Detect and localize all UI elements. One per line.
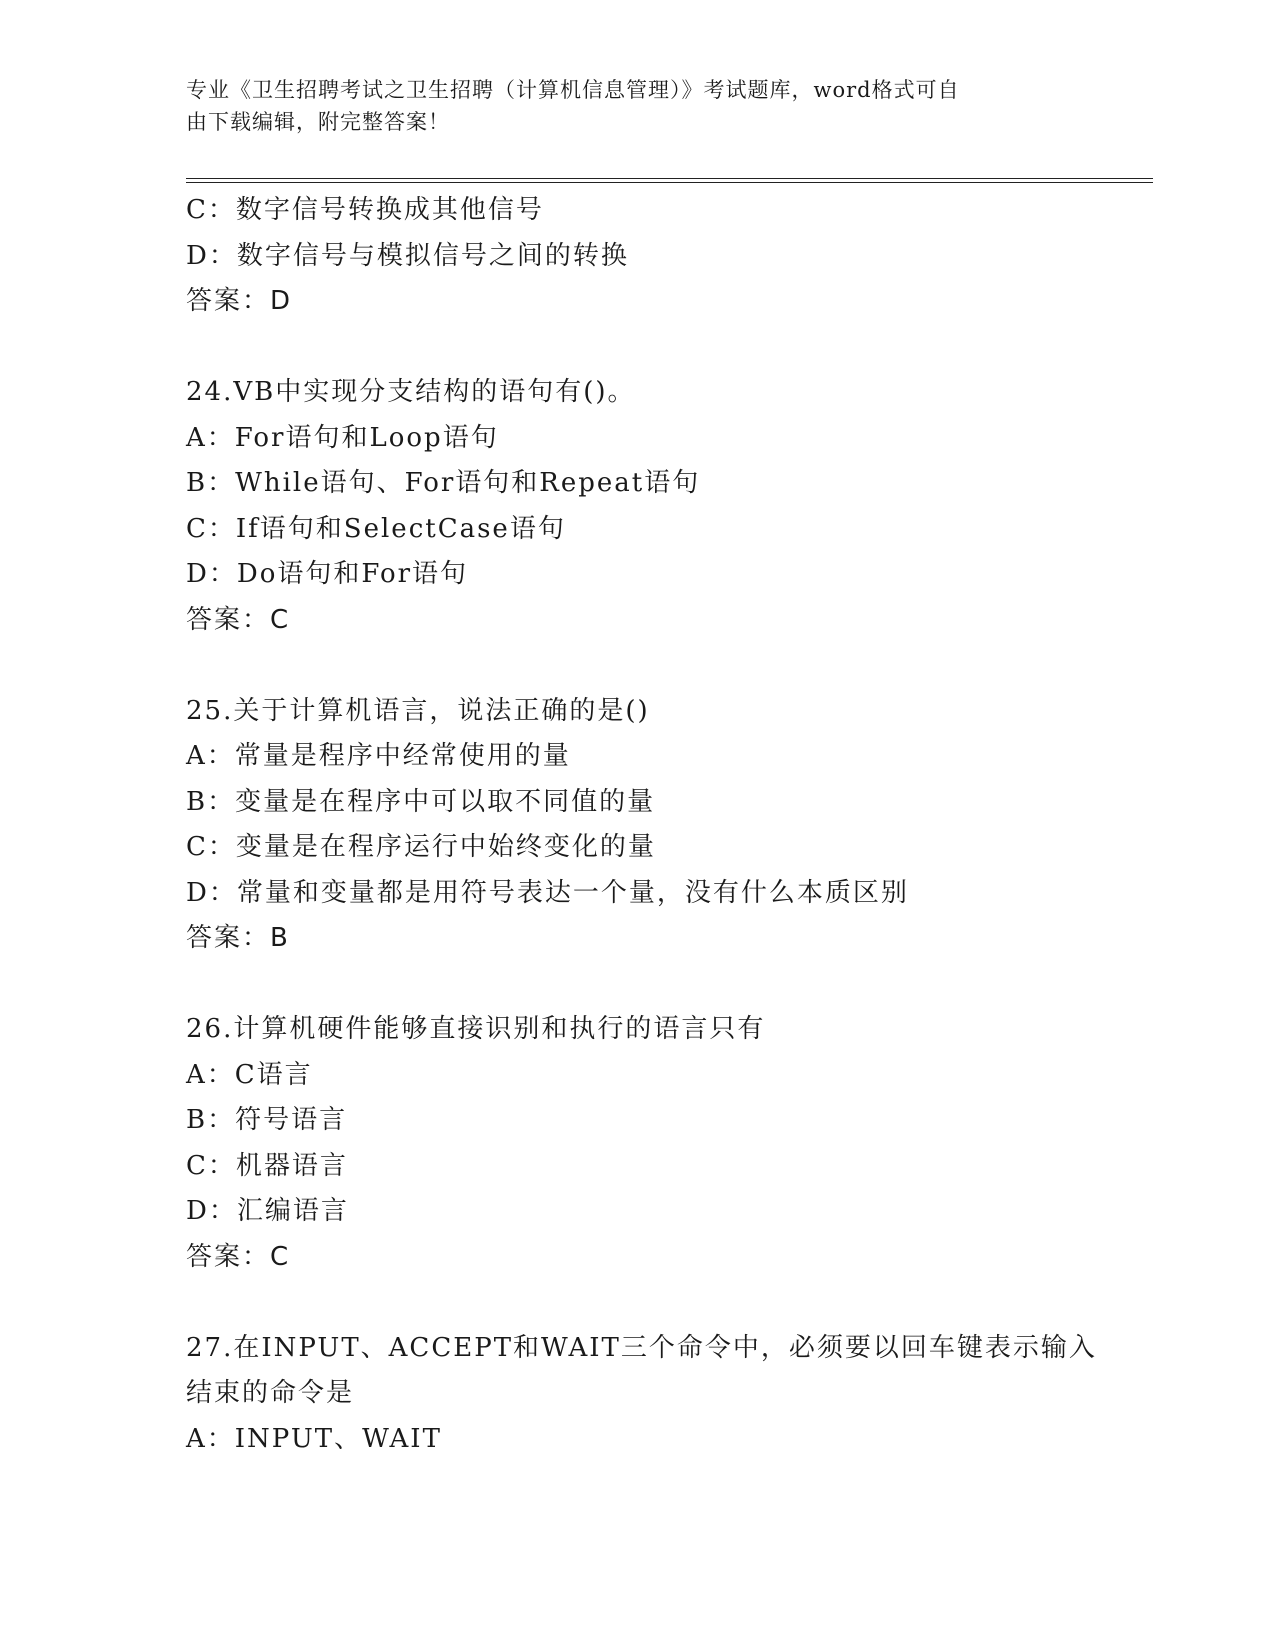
spacer: [186, 962, 1086, 1008]
q23-option-d: D：数字信号与模拟信号之间的转换: [186, 240, 629, 271]
spacer: [186, 1280, 1086, 1326]
q24-option-c: C：If语句和SelectCase语句: [186, 513, 566, 544]
question-list: [186, 188, 1097, 1462]
q25-answer: 答案：B: [186, 923, 290, 953]
q25-option-c: C：变量是在程序运行中始终变化的量: [186, 832, 656, 862]
q25-option-d: D：常量和变量都是用符号表达一个量，没有什么本质区别: [186, 877, 909, 908]
q26-option-c: C：机器语言: [186, 1150, 348, 1181]
q25-option-a: A：常量是程序中经常使用的量: [186, 741, 571, 771]
q26-option-d: D：汇编语言: [186, 1196, 349, 1226]
header-divider-top: [186, 178, 1153, 179]
q24-option-b: B：While语句、For语句和Repeat语句: [186, 468, 701, 498]
q24-answer: 答案：C: [186, 604, 291, 635]
q27-stem-line-1: 27.在INPUT、ACCEPT和WAIT三个命令中，必须要以回车键表示输入: [186, 1332, 1097, 1363]
spacer: [186, 325, 1086, 371]
q25-stem: 25.关于计算机语言，说法正确的是(): [186, 695, 650, 726]
q24-option-a: A：For语句和Loop语句: [186, 422, 499, 453]
header-line-2: 由下载编辑，附完整答案！: [186, 110, 450, 134]
q23-answer: 答案：D: [186, 286, 293, 316]
q27-option-a: A：INPUT、WAIT: [186, 1423, 442, 1454]
q26-answer: 答案：C: [186, 1241, 291, 1272]
q25-option-b: B：变量是在程序中可以取不同值的量: [186, 786, 656, 817]
header-divider-bottom: [186, 182, 1153, 183]
q24-option-d: D：Do语句和For语句: [186, 559, 469, 589]
q26-option-b: B：符号语言: [186, 1105, 348, 1135]
q26-option-a: A：C语言: [186, 1059, 313, 1090]
q26-stem: 26.计算机硬件能够直接识别和执行的语言只有: [186, 1014, 766, 1044]
q24-stem: 24.VB中实现分支结构的语句有()。: [186, 377, 636, 407]
q27-stem-line-2: 结束的命令是: [186, 1378, 355, 1408]
spacer: [186, 643, 1086, 689]
page-header: [186, 74, 1066, 138]
header-line-1: 专业《卫生招聘考试之卫生招聘（计算机信息管理）》考试题库，word格式可自: [186, 78, 960, 102]
q23-option-c: C：数字信号转换成其他信号: [186, 195, 544, 225]
